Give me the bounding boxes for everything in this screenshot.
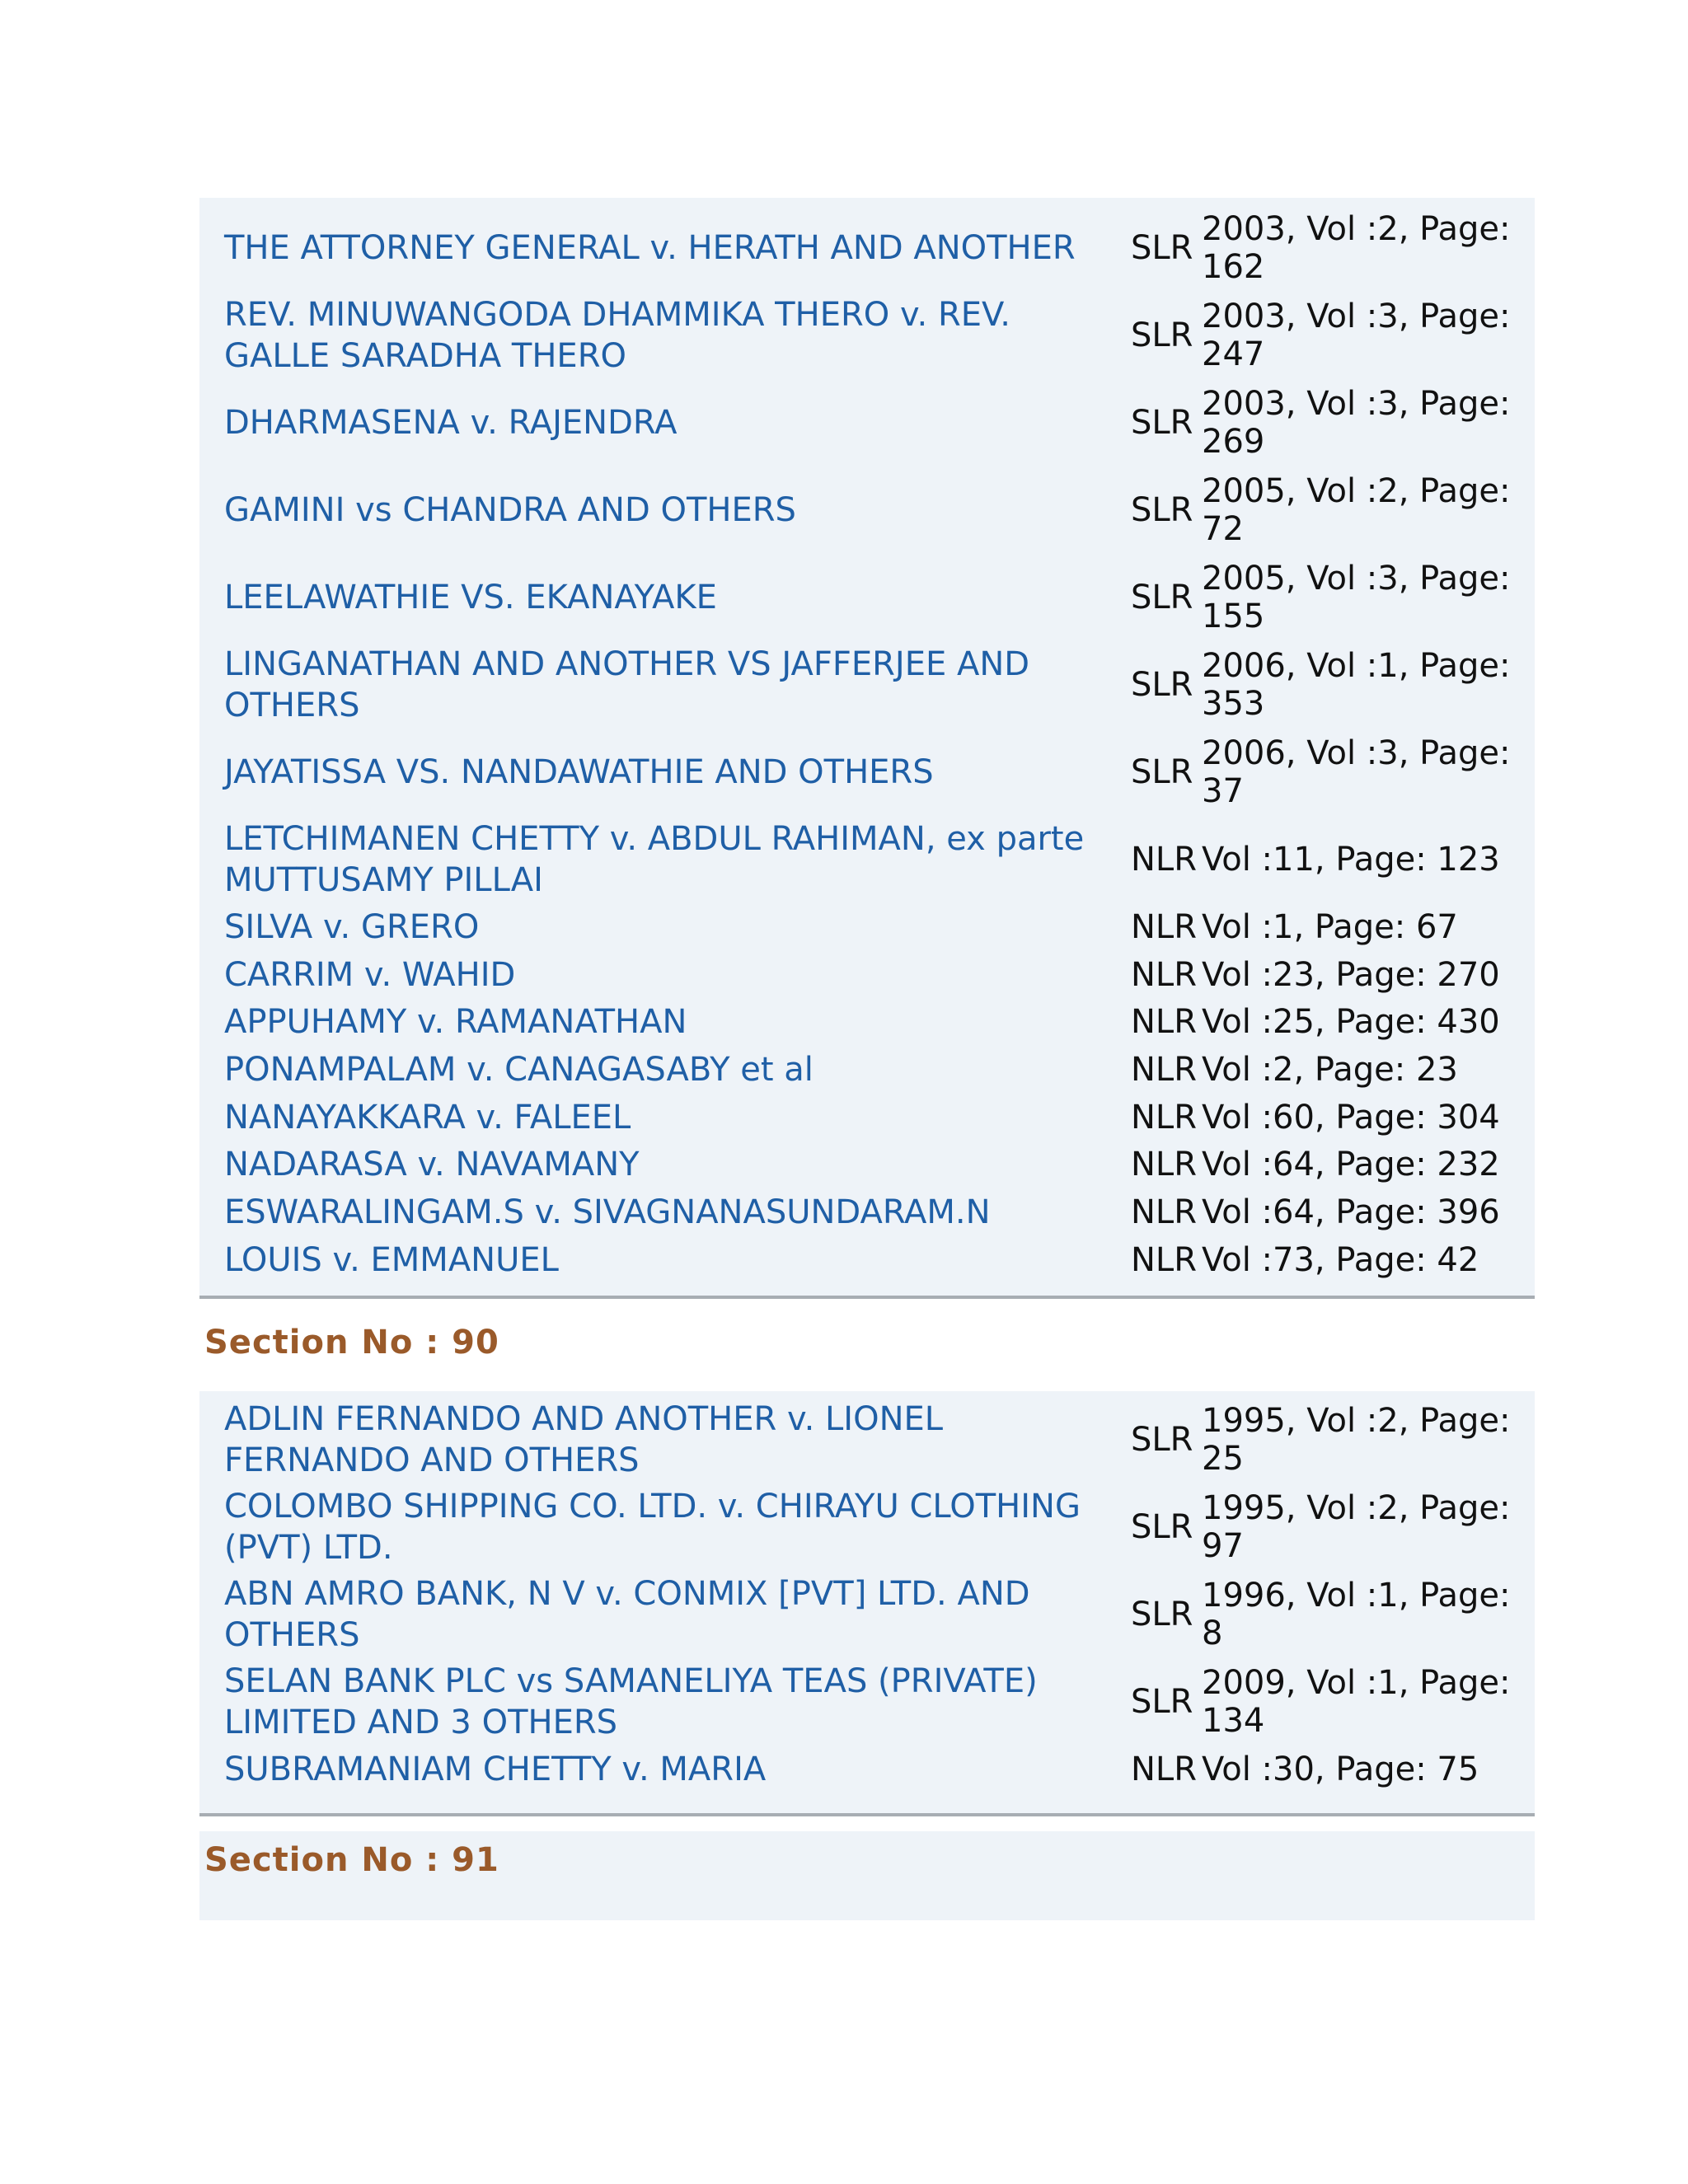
report-code: NLR <box>1131 907 1197 946</box>
report-code: NLR <box>1131 1098 1197 1137</box>
table-row <box>224 1141 1535 1188</box>
citation: 2003, Vol :3, Page: 269 <box>1202 385 1511 461</box>
case-link[interactable]: APPUHAMY v. RAMANATHAN <box>224 1003 687 1042</box>
table-row <box>224 729 1535 816</box>
table-row <box>224 204 1535 292</box>
case-link[interactable]: GAMINI vs CHANDRA AND OTHERS <box>224 491 796 529</box>
citation: Vol :64, Page: 232 <box>1202 1146 1500 1184</box>
report-code: NLR <box>1131 955 1197 994</box>
case-link[interactable]: LOUIS v. EMMANUEL <box>224 1240 559 1279</box>
citation: 2005, Vol :3, Page: 155 <box>1202 560 1511 635</box>
report-code: NLR <box>1131 1003 1197 1042</box>
case-link[interactable]: ESWARALINGAM.S v. SIVAGNANASUNDARAM.N <box>224 1193 991 1231</box>
report-code: SLR <box>1131 1508 1193 1546</box>
report-code: NLR <box>1131 841 1197 879</box>
report-code: NLR <box>1131 1146 1197 1184</box>
table-row <box>224 1094 1535 1141</box>
table-row <box>224 554 1535 641</box>
report-code: NLR <box>1131 1240 1197 1279</box>
report-code: SLR <box>1131 1683 1193 1721</box>
citation: 2009, Vol :1, Page: 134 <box>1202 1664 1511 1740</box>
case-link[interactable]: PONAMPALAM v. CANAGASABY et al <box>224 1050 814 1089</box>
report-code: NLR <box>1131 1050 1197 1089</box>
table-row <box>224 951 1535 999</box>
report-code: SLR <box>1131 579 1193 616</box>
case-link[interactable]: LINGANATHAN AND ANOTHER VS JAFFERJEE AND OTHERS <box>224 645 1030 724</box>
citation: Vol :73, Page: 42 <box>1202 1240 1479 1279</box>
table-row <box>224 1571 1535 1658</box>
case-link[interactable]: SILVA v. GRERO <box>224 907 480 946</box>
case-rows <box>199 204 1535 1284</box>
table-row <box>224 641 1535 729</box>
table-row <box>224 1188 1535 1236</box>
table-row <box>224 466 1535 554</box>
table-row <box>224 998 1535 1046</box>
report-code: NLR <box>1131 1750 1197 1788</box>
case-rows <box>199 1396 1535 1793</box>
report-code: SLR <box>1131 404 1193 442</box>
case-table-section-90 <box>199 1391 1535 1816</box>
case-link[interactable]: ADLIN FERNANDO AND ANOTHER v. LIONEL FERNANDO AND OTHERS <box>224 1400 944 1479</box>
citation: Vol :1, Page: 67 <box>1202 907 1458 946</box>
table-row <box>224 1396 1535 1483</box>
case-link[interactable]: JAYATISSA VS. NANDAWATHIE AND OTHERS <box>224 753 934 791</box>
report-code: SLR <box>1131 1596 1193 1633</box>
table-row <box>224 903 1535 951</box>
citation: 2006, Vol :3, Page: 37 <box>1202 734 1511 810</box>
section-header-band-90 <box>199 1302 1535 1303</box>
report-code: SLR <box>1131 666 1193 704</box>
case-link[interactable]: REV. MINUWANGODA DHAMMIKA THERO v. REV. GALLE SARADHA THERO <box>224 296 1010 375</box>
case-link[interactable]: NADARASA v. NAVAMANY <box>224 1146 640 1184</box>
report-code: NLR <box>1131 1193 1197 1231</box>
table-row <box>224 1046 1535 1094</box>
case-link[interactable]: ABN AMRO BANK, N V v. CONMIX [PVT] LTD. AND OTHERS <box>224 1575 1030 1654</box>
citation: 2003, Vol :2, Page: 162 <box>1202 210 1511 286</box>
citation: 2005, Vol :2, Page: 72 <box>1202 472 1511 548</box>
table-row <box>224 1236 1535 1284</box>
report-code: SLR <box>1131 753 1193 791</box>
citation: Vol :23, Page: 270 <box>1202 955 1500 994</box>
citation: 1996, Vol :1, Page: 8 <box>1202 1577 1511 1652</box>
table-row <box>224 292 1535 379</box>
case-link[interactable]: NANAYAKKARA v. FALEEL <box>224 1098 631 1137</box>
citation: Vol :64, Page: 396 <box>1202 1193 1500 1231</box>
report-code: SLR <box>1131 316 1193 354</box>
case-link[interactable]: DHARMASENA v. RAJENDRA <box>224 404 678 442</box>
section-title-91: Section No : 91 <box>204 1841 499 1879</box>
section-title-90: Section No : 90 <box>204 1324 499 1361</box>
case-link[interactable]: THE ATTORNEY GENERAL v. HERATH AND ANOTHER <box>224 229 1076 267</box>
case-link[interactable]: LETCHIMANEN CHETTY v. ABDUL RAHIMAN, ex parte MUTTUSAMY PILLAI <box>224 820 1085 899</box>
table-row <box>224 816 1535 903</box>
case-link[interactable]: CARRIM v. WAHID <box>224 955 516 994</box>
table-row <box>224 1483 1535 1571</box>
table-row <box>224 1746 1535 1793</box>
table-row <box>224 1658 1535 1746</box>
citation: Vol :25, Page: 430 <box>1202 1003 1500 1042</box>
case-link[interactable]: COLOMBO SHIPPING CO. LTD. v. CHIRAYU CLOTHING (PVT) LTD. <box>224 1488 1081 1567</box>
citation: 1995, Vol :2, Page: 97 <box>1202 1489 1511 1565</box>
citation: 2006, Vol :1, Page: 353 <box>1202 647 1511 723</box>
case-link[interactable]: SUBRAMANIAM CHETTY v. MARIA <box>224 1750 767 1788</box>
report-code: SLR <box>1131 229 1193 267</box>
citation: 2003, Vol :3, Page: 247 <box>1202 298 1511 373</box>
report-code: SLR <box>1131 1421 1193 1459</box>
citation: 1995, Vol :2, Page: 25 <box>1202 1402 1511 1478</box>
case-link[interactable]: SELAN BANK PLC vs SAMANELIYA TEAS (PRIVATE) LIMITED AND 3 OTHERS <box>224 1662 1038 1741</box>
case-table-section-89 <box>199 198 1535 1299</box>
table-row <box>224 379 1535 466</box>
citation: Vol :11, Page: 123 <box>1202 841 1500 879</box>
citation: Vol :60, Page: 304 <box>1202 1098 1500 1137</box>
report-code: SLR <box>1131 491 1193 529</box>
citation: Vol :30, Page: 75 <box>1202 1750 1479 1788</box>
citation: Vol :2, Page: 23 <box>1202 1050 1458 1089</box>
case-link[interactable]: LEELAWATHIE VS. EKANAYAKE <box>224 579 717 616</box>
